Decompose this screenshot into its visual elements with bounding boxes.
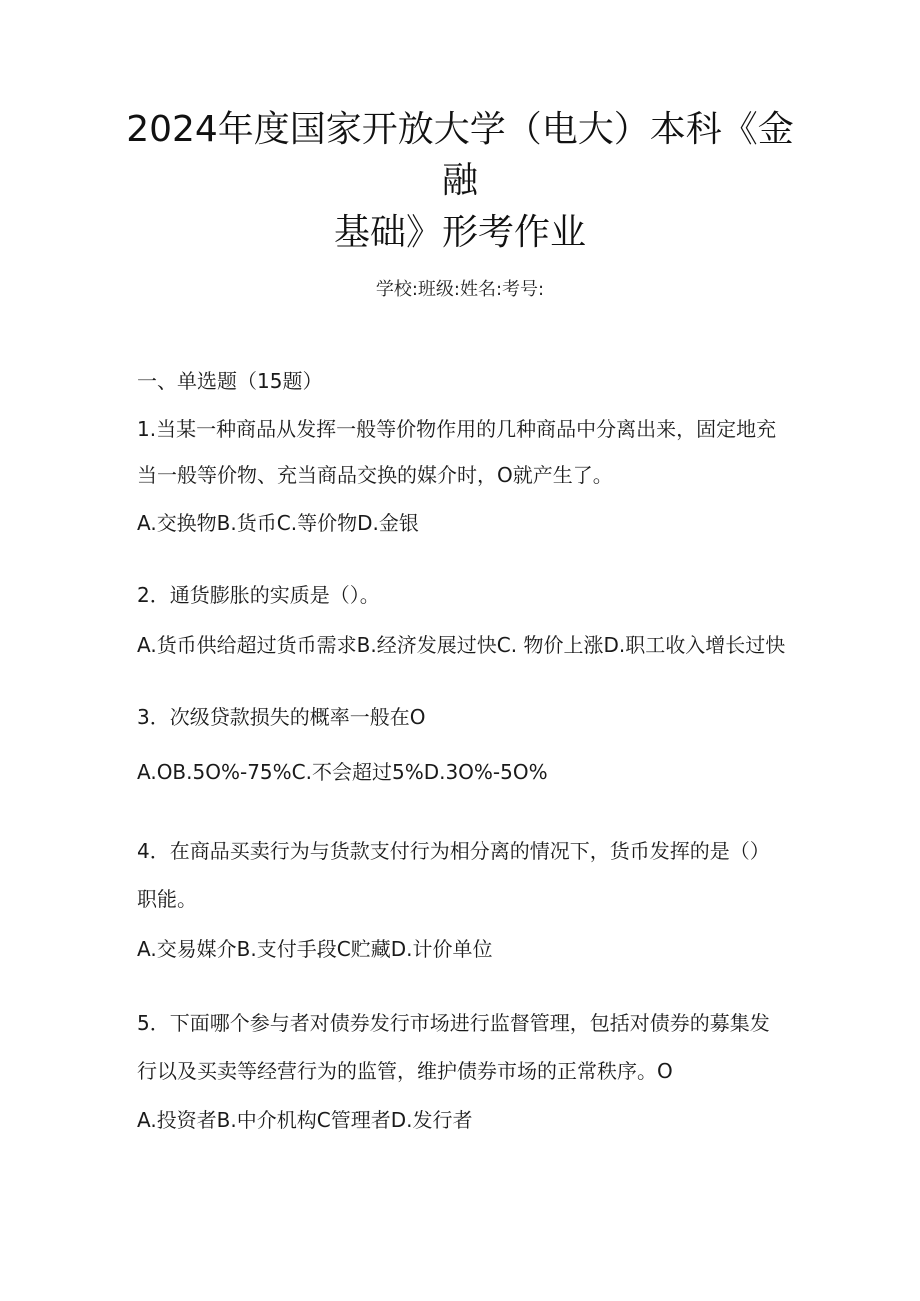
section-heading: 一、单选题（15题） (137, 369, 323, 393)
question-4-stem-line-1: 4．在商品买卖行为与货款支付行为相分离的情况下，货币发挥的是（） (137, 839, 770, 863)
question-5-stem-line-1: 5．下面哪个参与者对债券发行市场进行监督管理，包括对债券的募集发 (137, 1011, 770, 1035)
question-3-options: A.OB.5O%-75%C.不会超过5%D.3O%-5O% (137, 760, 548, 784)
question-2-options: A.货币供给超过货币需求B.经济发展过快C. 物价上涨D.职工收入增长过快 (137, 633, 786, 657)
student-info-line: 学校:班级:姓名:考号: (375, 279, 545, 300)
question-4-stem-line-2: 职能。 (137, 887, 197, 911)
document-title-line-1: 2024年度国家开放大学（电大）本科《金 (126, 109, 794, 150)
question-5-options: A.投资者B.中介机构C管理者D.发行者 (137, 1108, 473, 1132)
question-3-stem: 3．次级贷款损失的概率一般在O (137, 705, 426, 729)
question-2-stem: 2．通货膨胀的实质是（）。 (137, 583, 380, 607)
question-4-options: A.交易媒介B.支付手段C贮藏D.计价单位 (137, 937, 493, 961)
document-title-line-3: 基础》形考作业 (333, 212, 586, 253)
question-1-stem-line-2: 当一般等价物、充当商品交换的媒介时，O就产生了。 (137, 463, 613, 487)
question-1-options: A.交换物B.货币C.等价物D.金银 (137, 511, 419, 535)
question-1-stem-line-1: 1.当某一种商品从发挥一般等价物作用的几种商品中分离出来，固定地充 (137, 417, 777, 441)
document-title-line-2: 融 (441, 160, 478, 201)
question-5-stem-line-2: 行以及买卖等经营行为的监管，维护债券市场的正常秩序。O (137, 1059, 673, 1083)
